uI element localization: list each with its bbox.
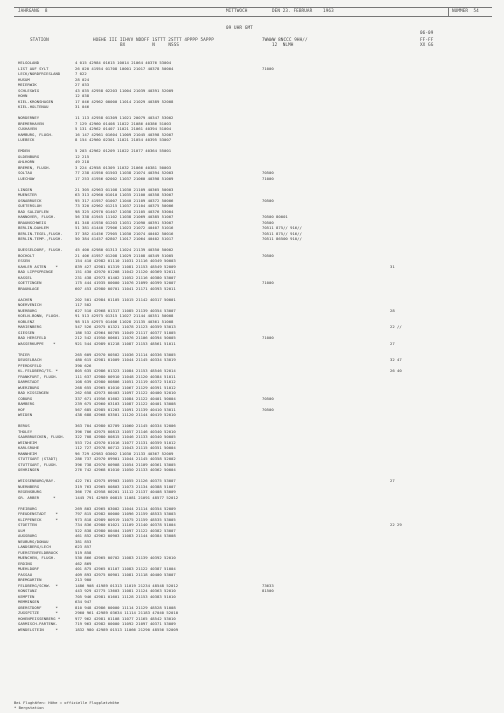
synop-data: 422 761 42975 09903 11055 21126 40375 53007	[75, 478, 176, 483]
synop-data: 7 129 42960 01408 11022 21086 40386 51003	[75, 120, 172, 126]
station-name: GIESSEN	[18, 329, 35, 335]
extra-column-header: 7WWWW 8NCCC 9HH//	[262, 38, 308, 43]
synop-data: 154 410 42982 01110 11031 21116 40349 50003	[75, 258, 176, 263]
station-name: MUEHLDORF	[18, 566, 40, 571]
station-name: BERLIN-DAHLEM	[18, 225, 49, 230]
synop-data: 805 635 42986 01323 11084 21153 48546 52014	[75, 368, 176, 373]
station-name: KIEL-KRONSHAGEN	[18, 98, 54, 104]
extra-groups: 70500	[262, 170, 274, 175]
station-name: BRAUNSCHWEIG	[18, 219, 47, 225]
synop-data: 366 776 42958 00201 11112 21137 40408 53009	[75, 489, 176, 494]
observation-window: 06-09	[420, 31, 434, 36]
station-name: SAARBRUECKEN, FLUGH.	[18, 434, 65, 439]
synop-data: 363 704 42980 02709 11060 21145 40334 52006	[75, 423, 176, 428]
synop-data: 96 729 42983 03002 11030 21133 40367 52009	[75, 450, 174, 456]
extra-groups: 70500	[262, 406, 274, 412]
station-name: EMDEN	[18, 148, 30, 153]
synop-data: 11 113 42958 01309 11021 20079 40347 53002	[75, 115, 174, 120]
station-name: OSNABRUECK	[18, 197, 42, 203]
station-name: LUECHOW	[18, 175, 35, 181]
station-name: THOLEY	[18, 428, 33, 434]
synop-data: 95 317 41957 01007 11040 21109 40372 50006	[75, 197, 174, 203]
synop-data: 810 948 42986 00000 11114 21129 48528 51008	[75, 604, 176, 610]
extra-groups: 71000	[262, 65, 274, 71]
station-name: BERLIN-TEGEL,FLUGH.	[18, 230, 63, 236]
data-column-subheader: BX N NSSS	[120, 43, 180, 48]
synop-data: 977 962 42981 01108 11077 21165 48542 53010	[75, 615, 176, 621]
top-rule	[14, 7, 492, 8]
station-name: NEUBURG/DONAU	[18, 538, 49, 544]
synop-data: 1832 980 42989 01513 11066 21290 48556 52009	[75, 626, 179, 632]
station-name: KLIPPENECK *	[18, 516, 58, 522]
synop-data: 3 224 42958 01309 11032 21066 40381 50003	[75, 164, 172, 170]
station-name: FRANKFURT, FLUGH.	[18, 373, 58, 379]
synop-data: 401 875 42965 01107 11083 21122 40387 51004	[75, 566, 176, 571]
synop-data: 212 542 41950 00601 11076 21106 40394 50005	[75, 335, 176, 340]
gust-max: 22 29	[390, 522, 402, 527]
station-name: BOCHOLT	[18, 252, 35, 258]
station-name: OBERSTDORF *	[18, 604, 58, 610]
extra-groups: 70511 875// 916//	[262, 230, 302, 236]
header-divider	[448, 7, 449, 16]
synop-data: 213 900	[75, 577, 92, 582]
station-name: PFERDSFELD	[18, 362, 42, 368]
station-name: KARLSRUHE	[18, 445, 40, 450]
synop-data: 1445 791 42989 00815 11081 21091 48577 52012	[75, 494, 179, 500]
station-name: WEISSENBURG/BAY.	[18, 478, 56, 483]
station-name: BREMGARTEN	[18, 577, 42, 582]
station-name: LIST AUF SYLT	[18, 65, 49, 71]
station-name: MANNHEIM	[18, 450, 37, 456]
station-name: FELDBERG/SCHW. *	[18, 582, 58, 588]
station-name: NUERBURG	[18, 307, 37, 313]
synop-data: 337 671 41956 01602 11084 21122 40401 50004	[75, 395, 176, 401]
station-name: DARMSTADT	[18, 379, 40, 384]
synop-data: 202 501 42984 01105 11015 21142 40317 50001	[75, 296, 176, 302]
station-name: BAD LIPPSPRINGE	[18, 269, 54, 274]
synop-data: 921 544 42989 01218 11087 21153 48561 51011	[75, 340, 176, 346]
station-name: HOHENPEISSENBERG *	[18, 615, 61, 621]
synop-data: 17 046 42962 00000 11014 21029 40389 52008	[75, 98, 174, 104]
station-name: FREUDENSTADT *	[18, 511, 58, 516]
synop-data: 111 637 42980 00910 11048 21120 40384 51011	[75, 373, 176, 379]
synop-data: 634 947	[75, 599, 92, 604]
synop-data: 5 131 42962 01407 11021 21061 40394 51004	[75, 126, 172, 131]
synop-data: 37 382 41456 72905 11030 21074 40402 50016	[75, 230, 174, 236]
extra-groups: 70500	[262, 197, 274, 203]
station-name: WEINHEIM	[18, 439, 37, 445]
station-name: LECK/NORDFRIESLAND	[18, 71, 61, 76]
synop-data: 73 320 42962 01215 11037 21104 40375 50006	[75, 203, 174, 208]
station-name: DEUSELBACH	[18, 357, 42, 362]
date-label: DEN 23. FEBRUAR 1963	[272, 9, 334, 14]
synop-data: 443 929 42775 13603 11081 21124 40363 52010	[75, 588, 176, 593]
footnotes	[14, 701, 119, 710]
extra-groups: 73633	[262, 582, 274, 588]
synop-data: 8 154 42960 02301 11021 21054 40395 53007	[75, 137, 172, 142]
station-name: OLDENBURG	[18, 153, 40, 159]
synop-data: 5 203 42962 01209 11022 21077 40364 55001	[75, 148, 172, 153]
station-name: BAMBERG	[18, 401, 35, 406]
synop-data: 438 688 42968 03501 11120 21144 40419 52010	[75, 412, 176, 417]
weekday-label: MITTWOCH	[226, 9, 248, 14]
synop-data: 519 858	[75, 549, 92, 555]
synop-data: 81 348 41930 01203 11031 21090 40391 53007	[75, 219, 174, 225]
station-name: KOELN-BONN, FLUGH.	[18, 313, 61, 318]
station-name: TRIER	[18, 351, 30, 357]
station-name: BAD SALZUFLEN	[18, 208, 49, 214]
synop-data: 21 406 41957 01208 11029 21108 40349 51005	[75, 252, 174, 258]
station-name: HAMBURG, FLUGH.	[18, 131, 54, 137]
station-name: MEMMINGEN	[18, 599, 40, 604]
synop-data: 151 430 42970 01208 11042 21120 40369 52011	[75, 269, 176, 274]
synop-data: 322 708 42980 00815 11046 21133 40340 50005	[75, 434, 176, 439]
station-name: STOETTEN	[18, 522, 37, 527]
station-name: SCHLESWIG	[18, 87, 40, 93]
station-name: AACHEN	[18, 296, 33, 302]
station-name: MEIERWIK	[18, 82, 37, 87]
station-name: GR. ARBER *	[18, 494, 56, 500]
synop-data: 1486 908 41989 01313 11019 21234 48548 52012	[75, 582, 179, 588]
synop-data: 461 852 42962 00903 11083 21144 40384 53008	[75, 533, 176, 538]
header-rule	[14, 16, 492, 17]
issue-number: NUMMER 54	[452, 9, 479, 14]
synop-data: 797 815 42982 00000 11096 21159 48533 53003	[75, 511, 176, 516]
station-name: STUTTGART (STADT)	[18, 456, 58, 461]
synop-data: 16 147 42961 01604 11009 21045 40398 52007	[75, 131, 174, 137]
station-name: MUENCHEN, FLUGH.	[18, 555, 56, 560]
gust-max: 27	[390, 478, 395, 483]
station-column-header: STATION	[30, 38, 49, 43]
extra-groups: 70500 80001	[262, 214, 288, 219]
synop-data: 26 020 41954 01708 10001 21017 40378 50004	[75, 65, 174, 71]
station-name: KEMPTEN	[18, 593, 35, 599]
station-name: PASSAU	[18, 571, 33, 577]
station-name: LANDSBERG/LECH	[18, 544, 51, 549]
station-name: KL.FELDBERG/TS. *	[18, 368, 58, 373]
extra-groups: 70500	[262, 252, 274, 258]
station-name: STUTTGART, FLUGH.	[18, 461, 58, 467]
station-name: ESSEN	[18, 258, 30, 263]
station-name: NORDERNEY	[18, 115, 40, 120]
station-name: CUXHAVEN	[18, 126, 37, 131]
synop-data: 396 738 42970 00908 11054 21109 40361 53005	[75, 461, 176, 467]
station-name: KASSEL	[18, 274, 33, 280]
synop-data: 112 727 42978 00712 11043 21115 40351 50004	[75, 445, 176, 450]
station-name: HOHN	[18, 93, 28, 98]
synop-data: 409 893 42975 00901 11081 21118 40400 53007	[75, 571, 176, 577]
synop-data: 231 438 42973 01402 11052 21116 40380 53007	[75, 274, 176, 280]
synop-data: 268 655 42965 01010 11067 21129 40391 51012	[75, 384, 176, 390]
synop-data: 17 253 41956 02002 11037 21060 40398 51009	[75, 175, 174, 181]
station-name: AHLHORN	[18, 159, 35, 164]
synop-data: 117 502	[75, 302, 92, 307]
synop-data: 51 381 41440 72906 11023 21072 40407 51016	[75, 225, 174, 230]
synop-data: 7 022	[75, 71, 87, 76]
synop-data: 319 763 42965 00803 11073 21134 40388 51007	[75, 483, 176, 489]
station-name: FUERSTENFELDBRUCK	[18, 549, 58, 555]
station-name: KOBLENZ	[18, 318, 35, 324]
extra-groups: 71000	[262, 335, 274, 340]
station-name: BREMEN, FLUGH.	[18, 164, 51, 170]
synop-data: 607 453 42980 00701 11041 21171 40393 52011	[75, 285, 176, 291]
station-name: GARMISCH-PARTENK.	[18, 621, 58, 626]
synop-data: 381 853	[75, 538, 92, 544]
synop-data: 623 857	[75, 544, 92, 549]
gust-max: 28	[390, 307, 395, 313]
synop-data: 973 818 42989 00919 11075 21159 48535 53005	[75, 516, 176, 522]
station-name: MUENSTER	[18, 192, 37, 197]
station-name: REGENSBURG	[18, 489, 42, 494]
station-name: BERLIN-TEMP.,FLUGH.	[18, 236, 63, 241]
synop-data: 91 513 42975 01315 11027 21144 40351 50008	[75, 313, 174, 318]
station-name: OEHRINGEN	[18, 467, 40, 472]
extra-groups: 70511 86500 910//	[262, 236, 302, 241]
station-name: WUERZBURG	[18, 384, 40, 390]
station-name: COBURG	[18, 395, 33, 401]
synop-data: 31 046	[75, 104, 90, 109]
synop-data: 43 035 42958 02203 11004 21039 40391 52009	[75, 87, 174, 93]
synop-data: 98 515 42975 01406 11028 21135 40361 51008	[75, 318, 174, 324]
station-name: HANNOVER, FLUGH.	[18, 214, 56, 219]
synop-data: 396 706 42975 00813 11057 21146 40340 52010	[75, 428, 176, 434]
synop-data: 12 038	[75, 93, 90, 98]
synop-data: 627 510 42968 01317 11085 21139 40354 53007	[75, 307, 176, 313]
synop-data: 49 218	[75, 159, 90, 164]
gust-max: 32 47	[390, 357, 402, 362]
synop-data: 77 238 41950 01503 11038 21074 40394 52003	[75, 170, 174, 175]
synop-data: 567 685 42985 01203 11091 21139 40410 53011	[75, 406, 176, 412]
extra-groups: 70511 875// 916//	[262, 225, 302, 230]
station-name: LINGEN	[18, 186, 33, 192]
synop-data: 522 838 42980 00404 11097 21122 40382 53007	[75, 527, 176, 533]
gust-max: 27	[390, 340, 395, 346]
station-name: BAD KISSINGEN	[18, 390, 49, 395]
synop-data: 63 313 42960 01010 11035 21100 40358 53007	[75, 192, 174, 197]
station-name: AUGSBURG	[18, 533, 37, 538]
synop-data: 27 033	[75, 82, 90, 87]
station-name: ZUGSPITZE *	[18, 610, 58, 615]
station-name: WEIDEN	[18, 412, 33, 417]
synop-data: 28 024	[75, 76, 90, 82]
station-name: MARIENBERG	[18, 324, 42, 329]
extra-groups: 71000	[262, 175, 274, 181]
synop-data: 50 384 41457 62807 11017 21064 40402 51017	[75, 236, 174, 241]
synop-data: 286 737 42970 09901 11044 21145 40358 52002	[75, 456, 176, 461]
station-name: BRAUNLAGE	[18, 285, 40, 291]
synop-data: 186 532 42964 00705 11049 21117 40377 51005	[75, 329, 176, 335]
time-label: 09 UHR GMT	[226, 26, 253, 31]
footnote-mountain: * Bergstation	[14, 704, 44, 710]
synop-data: 734 836 42980 01021 11109 21140 40378 51004	[75, 522, 176, 527]
station-name: HELGOLAND	[18, 60, 40, 65]
station-name: HOF	[18, 406, 26, 412]
synop-data: 262 658 42973 00403 11097 21122 40400 52010	[75, 390, 176, 395]
station-name: KAHLER ASTEN *	[18, 263, 58, 269]
synop-data: 276 742 42968 01010 11050 21133 40362 50004	[75, 467, 176, 472]
synop-data: 21 305 42963 01108 11030 21109 40365 50003	[75, 186, 174, 192]
synop-data: 462 869	[75, 560, 92, 566]
station-name: NOERVENICH	[18, 302, 42, 307]
station-name: HUSUM	[18, 76, 30, 82]
data-column-header: HOEHE III IIHVV NDDFF 1STTT 2STTT 4PPPP 5APPP	[93, 38, 214, 43]
synop-data: 705 946 42981 01601 11128 21153 40383 51010	[75, 593, 176, 599]
synop-data: 390 626	[75, 362, 92, 368]
station-name: KIEL-HOLTENAU	[18, 104, 49, 109]
extra-column-subheader: 12 NLMH	[272, 43, 294, 48]
station-name: WENDELSTEIN *	[18, 626, 58, 632]
synop-data: 4 015 42984 01615 10014 21064 40376 53004	[75, 60, 172, 65]
station-name: BREMERHAVEN	[18, 120, 44, 126]
station-name: GUETERSLOH	[18, 203, 42, 208]
station-name: GOETTINGEN	[18, 280, 42, 285]
synop-data: 839 427 42981 01319 11081 21153 48549 52009	[75, 263, 176, 269]
station-name: SOLTAU	[18, 170, 33, 175]
gust-max: 22 //	[390, 324, 402, 329]
synop-data: 530 866 42965 00702 11083 21139 40392 52010	[75, 555, 176, 560]
station-name: LUEBECK	[18, 137, 35, 142]
station-name: ULM	[18, 527, 26, 533]
station-name: FREIBURG	[18, 505, 37, 511]
max-column-subheader: XX GG	[420, 43, 434, 48]
synop-data: 547 526 42975 01321 11078 21123 40359 53013	[75, 324, 176, 329]
synop-data: 98 325 42970 01407 11038 21105 40376 53004	[75, 208, 174, 214]
gust-max: 31	[390, 263, 395, 269]
synop-data: 480 615 42981 01009 11044 21145 40334 53019	[75, 357, 176, 362]
synop-data: 719 963 42982 00000 11092 21097 40371 53009	[75, 621, 176, 626]
station-name: BAD HERSFELD	[18, 335, 47, 340]
extra-groups: 71000	[262, 280, 274, 285]
gust-max: 26 40	[390, 368, 402, 373]
synop-data: 239 675 42960 03103 11087 21122 40401 53008	[75, 401, 176, 406]
synop-data: 108 639 42980 00806 11051 21119 40372 51012	[75, 379, 176, 384]
synop-data: 553 724 42970 01016 11077 21131 40359 51012	[75, 439, 176, 445]
extra-groups: 70500	[262, 395, 274, 401]
station-name: DUESSELDORF, FLUGH.	[18, 247, 63, 252]
station-name: WASSERKUPPE *	[18, 340, 56, 346]
synop-data: 45 400 42980 01313 11024 21139 40350 50002	[75, 247, 174, 252]
synop-data: 12 215	[75, 153, 90, 159]
station-name: NUERNBERG	[18, 483, 40, 489]
footnote-airport: Bei Flughäfen: Höhe = offizielle Flugplatzhöhe	[14, 700, 120, 705]
extra-groups: 70500	[262, 219, 274, 225]
station-name: ERDING	[18, 560, 33, 566]
synop-data: 175 444 41935 00000 11076 21099 40399 52007	[75, 280, 176, 285]
synop-data: 56 338 41945 11102 11038 21069 40385 51007	[75, 214, 174, 219]
synop-data: 265 609 42970 00502 11036 21114 40336 53005	[75, 351, 176, 357]
synop-data: 269 803 42965 03002 11044 21114 40354 52009	[75, 505, 176, 511]
extra-groups: 81500	[262, 588, 274, 593]
synop-data: 2960 961 42989 03634 11114 21183 47040 52010	[75, 610, 179, 615]
station-name: BERUS	[18, 423, 30, 428]
max-column-header: FF-FF	[420, 38, 434, 43]
volume-label: JAHRGANG 8	[18, 9, 48, 14]
station-name: KONSTANZ	[18, 588, 37, 593]
